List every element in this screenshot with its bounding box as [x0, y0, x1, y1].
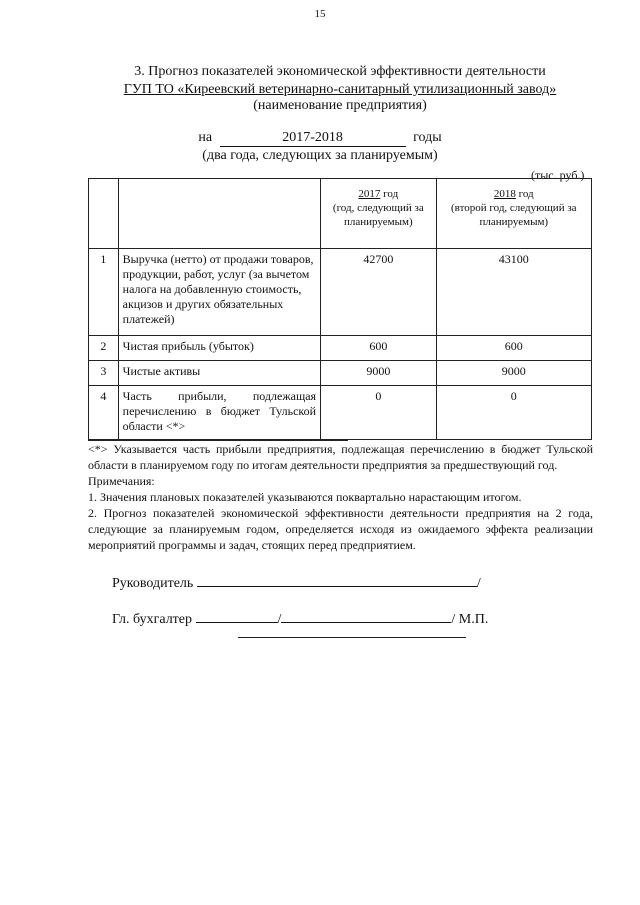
accountant-signature-field — [196, 608, 278, 623]
row-name: Часть прибыли, подлежащая перечислению в бюджет Тульской области <*> — [118, 386, 320, 440]
row-name: Чистые активы — [118, 361, 320, 386]
header-year1-desc: (год, следующий за планируемым) — [332, 202, 424, 228]
accountant-name-field — [281, 608, 451, 623]
head-name-field — [307, 572, 477, 587]
header-year1-cell — [321, 179, 437, 249]
table-header-row — [89, 179, 592, 249]
header-year1: 2017 — [358, 188, 381, 200]
notes-block — [88, 441, 593, 553]
signature-underline — [238, 637, 466, 638]
units-label: (тыс. руб.) — [531, 168, 585, 182]
footnote-text: <*> Указывается часть прибыли предприятия, подлежащая перечислению в бюджет Тульской области в планируемом году по итогам деятельности предприятия за предшествующий год. — [88, 442, 593, 472]
row-num: 3 — [89, 361, 119, 386]
row-num: 4 — [89, 386, 119, 440]
header-year2-word: год — [515, 188, 534, 200]
table-row — [89, 361, 592, 386]
row-value-2018: 0 — [436, 386, 591, 440]
header-year2-cell — [436, 179, 591, 249]
row-value-2017: 9000 — [321, 361, 437, 386]
row-value-2017: 600 — [321, 336, 437, 361]
head-signature-field — [197, 572, 307, 587]
indicators-table — [88, 178, 592, 440]
enterprise-name-caption: (наименование предприятия) — [253, 98, 427, 113]
head-signature-line — [112, 572, 481, 592]
note-item: 1. Значения плановых показателей указываются поквартально нарастающим итогом. — [88, 490, 522, 504]
note-item: 2. Прогноз показателей экономической эффективности деятельности предприятия на 2 года, следующие за планируемым годом, определяется исходя из ожидаемого эффекта реализации мероприятий программы и задач, стоящих перед предприятием. — [88, 506, 593, 552]
period-prefix: на — [198, 130, 213, 145]
row-name: Выручка (нетто) от продажи товаров, продукции, работ, услуг (за вычетом налога на добавленную стоимость, акцизов и других обязательных платежей) — [118, 249, 320, 336]
section-title: 3. Прогноз показателей экономической эффективности деятельности — [134, 64, 546, 79]
notes-heading: Примечания: — [88, 474, 155, 488]
accountant-signature-line — [112, 608, 488, 628]
header-year1-word: год — [380, 188, 399, 200]
period-value: 2017-2018 — [220, 130, 406, 147]
accountant-slash-1: / — [277, 612, 282, 627]
head-label: Руководитель — [112, 576, 194, 591]
header-year2: 2018 — [493, 188, 516, 200]
row-value-2018: 600 — [436, 336, 591, 361]
enterprise-name: ГУП ТО «Киреевский ветеринарно-санитарный утилизационный завод» — [123, 82, 557, 97]
row-name: Чистая прибыль (убыток) — [118, 336, 320, 361]
accountant-slash-2: / — [451, 612, 456, 627]
row-value-2018: 43100 — [436, 249, 591, 336]
period-line — [0, 130, 640, 147]
header-name-cell — [118, 179, 320, 249]
stamp-label: М.П. — [458, 612, 489, 627]
period-suffix: годы — [413, 130, 442, 145]
row-num: 1 — [89, 249, 119, 336]
period-caption: (два года, следующих за планируемым) — [202, 148, 438, 163]
header-year2-desc: (второй год, следующий за планируемым) — [451, 202, 577, 228]
row-value-2017: 42700 — [321, 249, 437, 336]
table-row — [89, 336, 592, 361]
row-value-2018: 9000 — [436, 361, 591, 386]
row-value-2017: 0 — [321, 386, 437, 440]
header-num-cell — [89, 179, 119, 249]
head-slash: / — [476, 576, 481, 591]
table-row — [89, 249, 592, 336]
page-number: 15 — [314, 8, 326, 20]
table-row — [89, 386, 592, 440]
row-num: 2 — [89, 336, 119, 361]
accountant-label: Гл. бухгалтер — [112, 612, 193, 627]
